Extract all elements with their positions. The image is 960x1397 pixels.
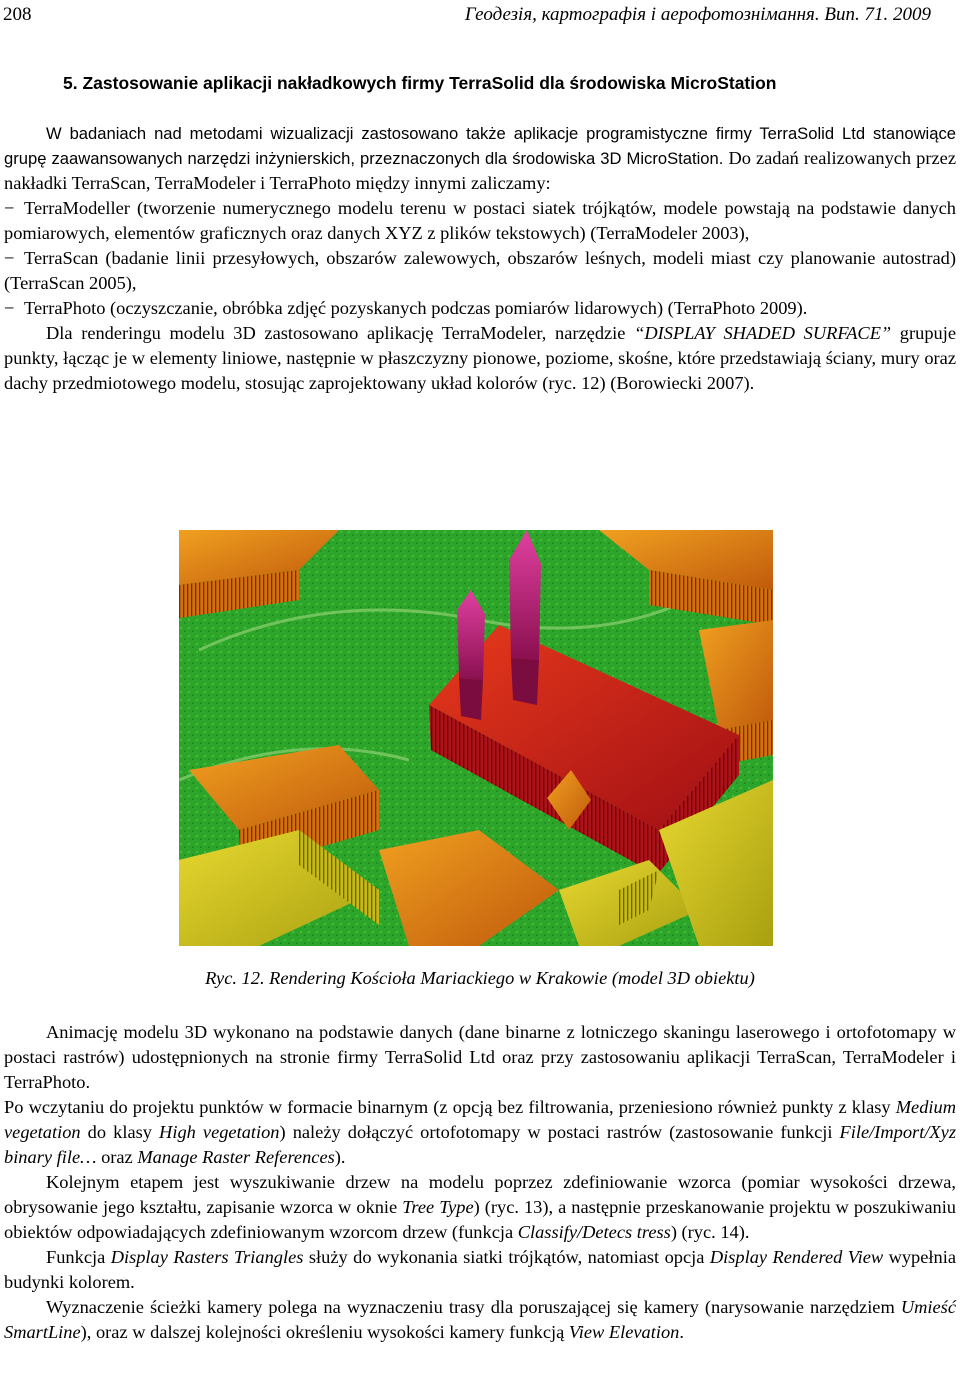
church-tower-base	[511, 658, 539, 705]
bullet-item	[4, 196, 956, 246]
load-text-5: ).	[334, 1147, 346, 1167]
function-view-elevation: View Elevation	[568, 1322, 680, 1342]
church-rendering-figure	[179, 530, 773, 946]
section-heading: 5. Zastosowanie aplikacji nakładkowych firmy TerraSolid dla środowiska MicroStation	[63, 73, 777, 93]
tree-paragraph	[4, 1170, 956, 1245]
function-paragraph	[4, 1245, 956, 1295]
church-tower-base	[459, 678, 483, 720]
running-header	[3, 4, 951, 32]
camera-text-2: ), oraz w dalszej kolejności określeniu wysokości kamery funkcją	[80, 1322, 569, 1342]
intro-rest: Do zadań realizowanych przez nakładki TerraScan, TerraModeler i TerraPhoto między innymi zaliczamy:	[4, 148, 956, 193]
func-text-1: Funkcja	[46, 1247, 111, 1267]
function-display-rasters: Display Rasters Triangles	[110, 1247, 304, 1267]
function-import-xyz: File/Import/Xyz binary file…	[4, 1122, 956, 1167]
option-rendered-view: Display Rendered View	[709, 1247, 884, 1267]
animation-text: Animację modelu 3D wykonano na podstawie danych (dane binarne z lotniczego skaningu laserowego i ortofotomapy w postaci rastrów) udostępnionych na stronie firmy TerraSolid Ltd oraz przy zastosowaniu aplikacji TerraScan, TerraModeler i TerraPhoto.	[4, 1022, 956, 1092]
window-tree-type: Tree Type	[402, 1197, 474, 1217]
journal-title: Геодезія, картографія і аерофотознімання. Вип. 71. 2009	[464, 4, 931, 25]
lower-text	[4, 1020, 956, 1345]
render-tool-name: “DISPLAY SHADED SURFACE”	[634, 323, 892, 343]
bullet-item	[4, 296, 956, 321]
intro-paragraph	[4, 121, 956, 396]
tree-text-1: Kolejnym etapem jest wyszukiwanie drzew na modelu poprzez zdefiniowanie wzorca (pomiar wysokości drzewa, obrysowanie jego kształtu, zapisanie wzorca w oknie	[4, 1172, 956, 1217]
func-text-2: służy do wykonania siatki trójkątów, natomiast opcja	[303, 1247, 710, 1267]
bullet-item	[4, 246, 956, 296]
func-text-3: wypełnia budynki kolorem.	[4, 1247, 956, 1292]
function-manage-raster: Manage Raster References	[137, 1147, 335, 1167]
function-classify: Classify/Detecs tress	[517, 1222, 671, 1242]
load-paragraph	[4, 1095, 956, 1170]
bullet-text: TerraPhoto (oczyszczanie, obróbka zdjęć pozyskanych podczas pomiarów lidarowych) (TerraPhoto 2009).	[24, 298, 808, 318]
load-text-1: Po wczytaniu do projektu punktów w formacie binarnym (z opcją bez filtrowania, przeniesiono również punkty z klasy	[4, 1097, 896, 1117]
figure-caption: Ryc. 12. Rendering Kościoła Mariackiego w Krakowie (model 3D obiektu)	[205, 968, 755, 988]
camera-paragraph	[4, 1295, 956, 1345]
animation-paragraph	[4, 1020, 956, 1095]
tree-text-2: ) (ryc. 13), a następnie przeskanowanie projektu w poszukiwaniu obiektów odpowiadających zdefiniowanym wzorcom drzew (funkcja	[4, 1197, 956, 1242]
render-paragraph	[4, 321, 956, 396]
tool-smartline: Umieść SmartLine	[4, 1297, 956, 1342]
class-high-vegetation: High vegetation	[159, 1122, 280, 1142]
load-text-4: oraz	[96, 1147, 138, 1167]
load-text-3: ) należy dołączyć ortofotomapy w postaci rastrów (zastosowanie funkcji	[279, 1122, 840, 1142]
bullet-text: TerraModeller (tworzenie numerycznego modelu terenu w postaci siatek trójkątów, modele powstają na podstawie danych pomiarowych, elementów graficznych oraz danych XYZ z plików tekstowych) (TerraModeler 2003),	[4, 198, 956, 243]
load-text-2: do klasy	[80, 1122, 160, 1142]
camera-text-1: Wyznaczenie ścieżki kamery polega na wyznaczeniu trasy dla poruszającej się kamery (narysowanie narzędziem	[46, 1297, 901, 1317]
camera-text-3: .	[679, 1322, 684, 1342]
page-number: 208	[3, 4, 32, 25]
render-text-1: Dla renderingu modelu 3D zastosowano aplikację TerraModeler, narzędzie	[46, 323, 635, 343]
dash-symbol: −	[4, 298, 15, 318]
dash-symbol: −	[4, 248, 15, 268]
render-text-2: grupuje punkty, łącząc je w elementy liniowe, następnie w płaszczyzny pionowe, poziome, skośne, które przedstawiają ściany, mury oraz dachy przedmiotowego modelu, stosując zaprojektowany układ kolorów (ryc. 12) (Borowiecki 2007).	[4, 323, 956, 393]
intro-text	[4, 121, 956, 196]
class-medium-vegetation: Medium vegetation	[4, 1097, 956, 1142]
bullet-text: TerraScan (badanie linii przesyłowych, obszarów zalewowych, obszarów leśnych, modeli miast czy planowanie autostrad) (TerraScan 2005),	[4, 248, 956, 293]
intro-lead: W badaniach nad metodami wizualizacji zastosowano także aplikacje programistyczne firmy TerraSolid Ltd stanowiące grupę zaawansowanych narzędzi inżynierskich, przeznaczonych dla środowiska 3D MicroStation.	[4, 124, 956, 168]
dash-symbol: −	[4, 198, 15, 218]
tree-text-3: ) (ryc. 14).	[670, 1222, 750, 1242]
